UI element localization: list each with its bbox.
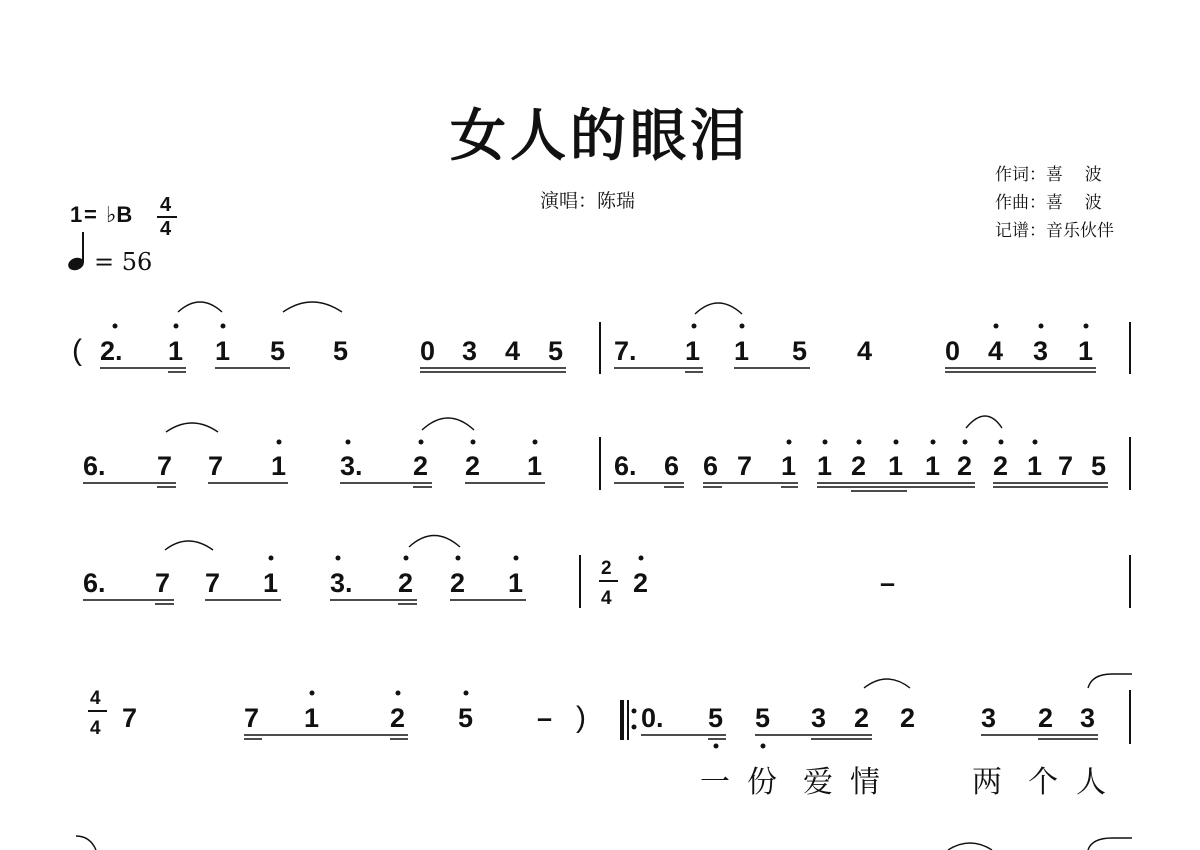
note: 5 xyxy=(458,703,474,733)
staff-line-2 xyxy=(83,416,1130,491)
note: 2 xyxy=(398,568,414,598)
time-change-bottom: 4 xyxy=(90,718,101,739)
note: 6. xyxy=(83,451,106,481)
lyricist-credit: 作词：喜 波 xyxy=(995,165,1102,184)
note: 7 xyxy=(155,568,171,598)
note: 5 xyxy=(333,336,349,366)
note: 3 xyxy=(981,703,997,733)
lyric: 一 xyxy=(700,766,730,799)
note: 1 xyxy=(263,568,279,598)
note: 4 xyxy=(988,336,1004,366)
note: 5 xyxy=(1091,451,1107,481)
note: 1 xyxy=(685,336,701,366)
lyric: 情 xyxy=(850,766,880,799)
staff-line-5-partial xyxy=(76,836,1132,850)
note: 7 xyxy=(157,451,173,481)
note: 3 xyxy=(1033,336,1049,366)
time-signature-bottom: 4 xyxy=(160,218,172,240)
note: 2 xyxy=(413,451,429,481)
note: 1 xyxy=(925,451,941,481)
note: 1 xyxy=(1078,336,1094,366)
lyric: 份 xyxy=(747,766,777,799)
note: 5 xyxy=(548,336,564,366)
note: 1 xyxy=(271,451,287,481)
note: 2. xyxy=(100,336,123,366)
lyric: 两 xyxy=(972,766,1002,799)
note: 7 xyxy=(737,451,753,481)
note: 2 xyxy=(390,703,406,733)
note: 7 xyxy=(205,568,221,598)
dash: – xyxy=(880,568,896,598)
note: 2 xyxy=(851,451,867,481)
staff-line-4 xyxy=(88,674,1132,799)
note: 7. xyxy=(614,336,637,366)
note: 7 xyxy=(1058,451,1074,481)
song-title: 女人的眼泪 xyxy=(450,103,750,169)
note: 2 xyxy=(993,451,1009,481)
note: 5 xyxy=(755,703,771,733)
lyric: 个 xyxy=(1028,766,1058,799)
note: 3. xyxy=(330,568,353,598)
note: 2 xyxy=(465,451,481,481)
note: 1 xyxy=(734,336,750,366)
note: 0 xyxy=(945,336,961,366)
note: 2 xyxy=(900,703,916,733)
note: 2 xyxy=(854,703,870,733)
dash: – xyxy=(537,703,553,733)
note: 5 xyxy=(708,703,724,733)
note: 3 xyxy=(811,703,827,733)
note: 1 xyxy=(817,451,833,481)
staff-line-1 xyxy=(72,302,1130,374)
note: 1 xyxy=(781,451,797,481)
note: 3 xyxy=(462,336,478,366)
lyric: 人 xyxy=(1076,766,1106,799)
note: 6. xyxy=(614,451,637,481)
composer-credit: 作曲：喜 波 xyxy=(995,193,1102,212)
tempo-value: = 56 xyxy=(94,248,153,276)
note: 2 xyxy=(633,568,649,598)
key-name: ♭B xyxy=(106,202,133,227)
note: 1 xyxy=(304,703,320,733)
note: 1 xyxy=(1027,451,1043,481)
time-change-bottom: 4 xyxy=(601,588,612,609)
note: 2 xyxy=(957,451,973,481)
note: 7 xyxy=(244,703,260,733)
note: 1 xyxy=(215,336,231,366)
note: 0. xyxy=(641,703,664,733)
singer-credit: 演唱：陈瑞 xyxy=(540,191,636,212)
note: 4 xyxy=(857,336,873,366)
note: 1 xyxy=(888,451,904,481)
staff-line-3 xyxy=(83,536,1130,610)
note: 3 xyxy=(1080,703,1096,733)
note: 6. xyxy=(83,568,106,598)
lyric: 爱 xyxy=(803,766,833,799)
note: 5 xyxy=(270,336,286,366)
note: 3. xyxy=(340,451,363,481)
close-paren: ) xyxy=(576,701,586,734)
note: 0 xyxy=(420,336,436,366)
note: 6 xyxy=(703,451,719,481)
time-change-top: 4 xyxy=(90,688,101,709)
note: 2 xyxy=(1038,703,1054,733)
note: 5 xyxy=(792,336,808,366)
note: 1 xyxy=(508,568,524,598)
note: 1 xyxy=(168,336,184,366)
key-tonic: 1 xyxy=(70,202,83,227)
note: 4 xyxy=(505,336,521,366)
time-signature-top: 4 xyxy=(160,194,172,216)
key-equals: = xyxy=(84,202,97,227)
transcriber-credit: 记谱：音乐伙伴 xyxy=(995,221,1114,240)
note: 6 xyxy=(664,451,680,481)
note: 1 xyxy=(527,451,543,481)
open-paren: ( xyxy=(72,334,82,367)
time-change-top: 2 xyxy=(601,558,612,579)
note: 7 xyxy=(208,451,224,481)
note: 7 xyxy=(122,703,138,733)
note: 2 xyxy=(450,568,466,598)
